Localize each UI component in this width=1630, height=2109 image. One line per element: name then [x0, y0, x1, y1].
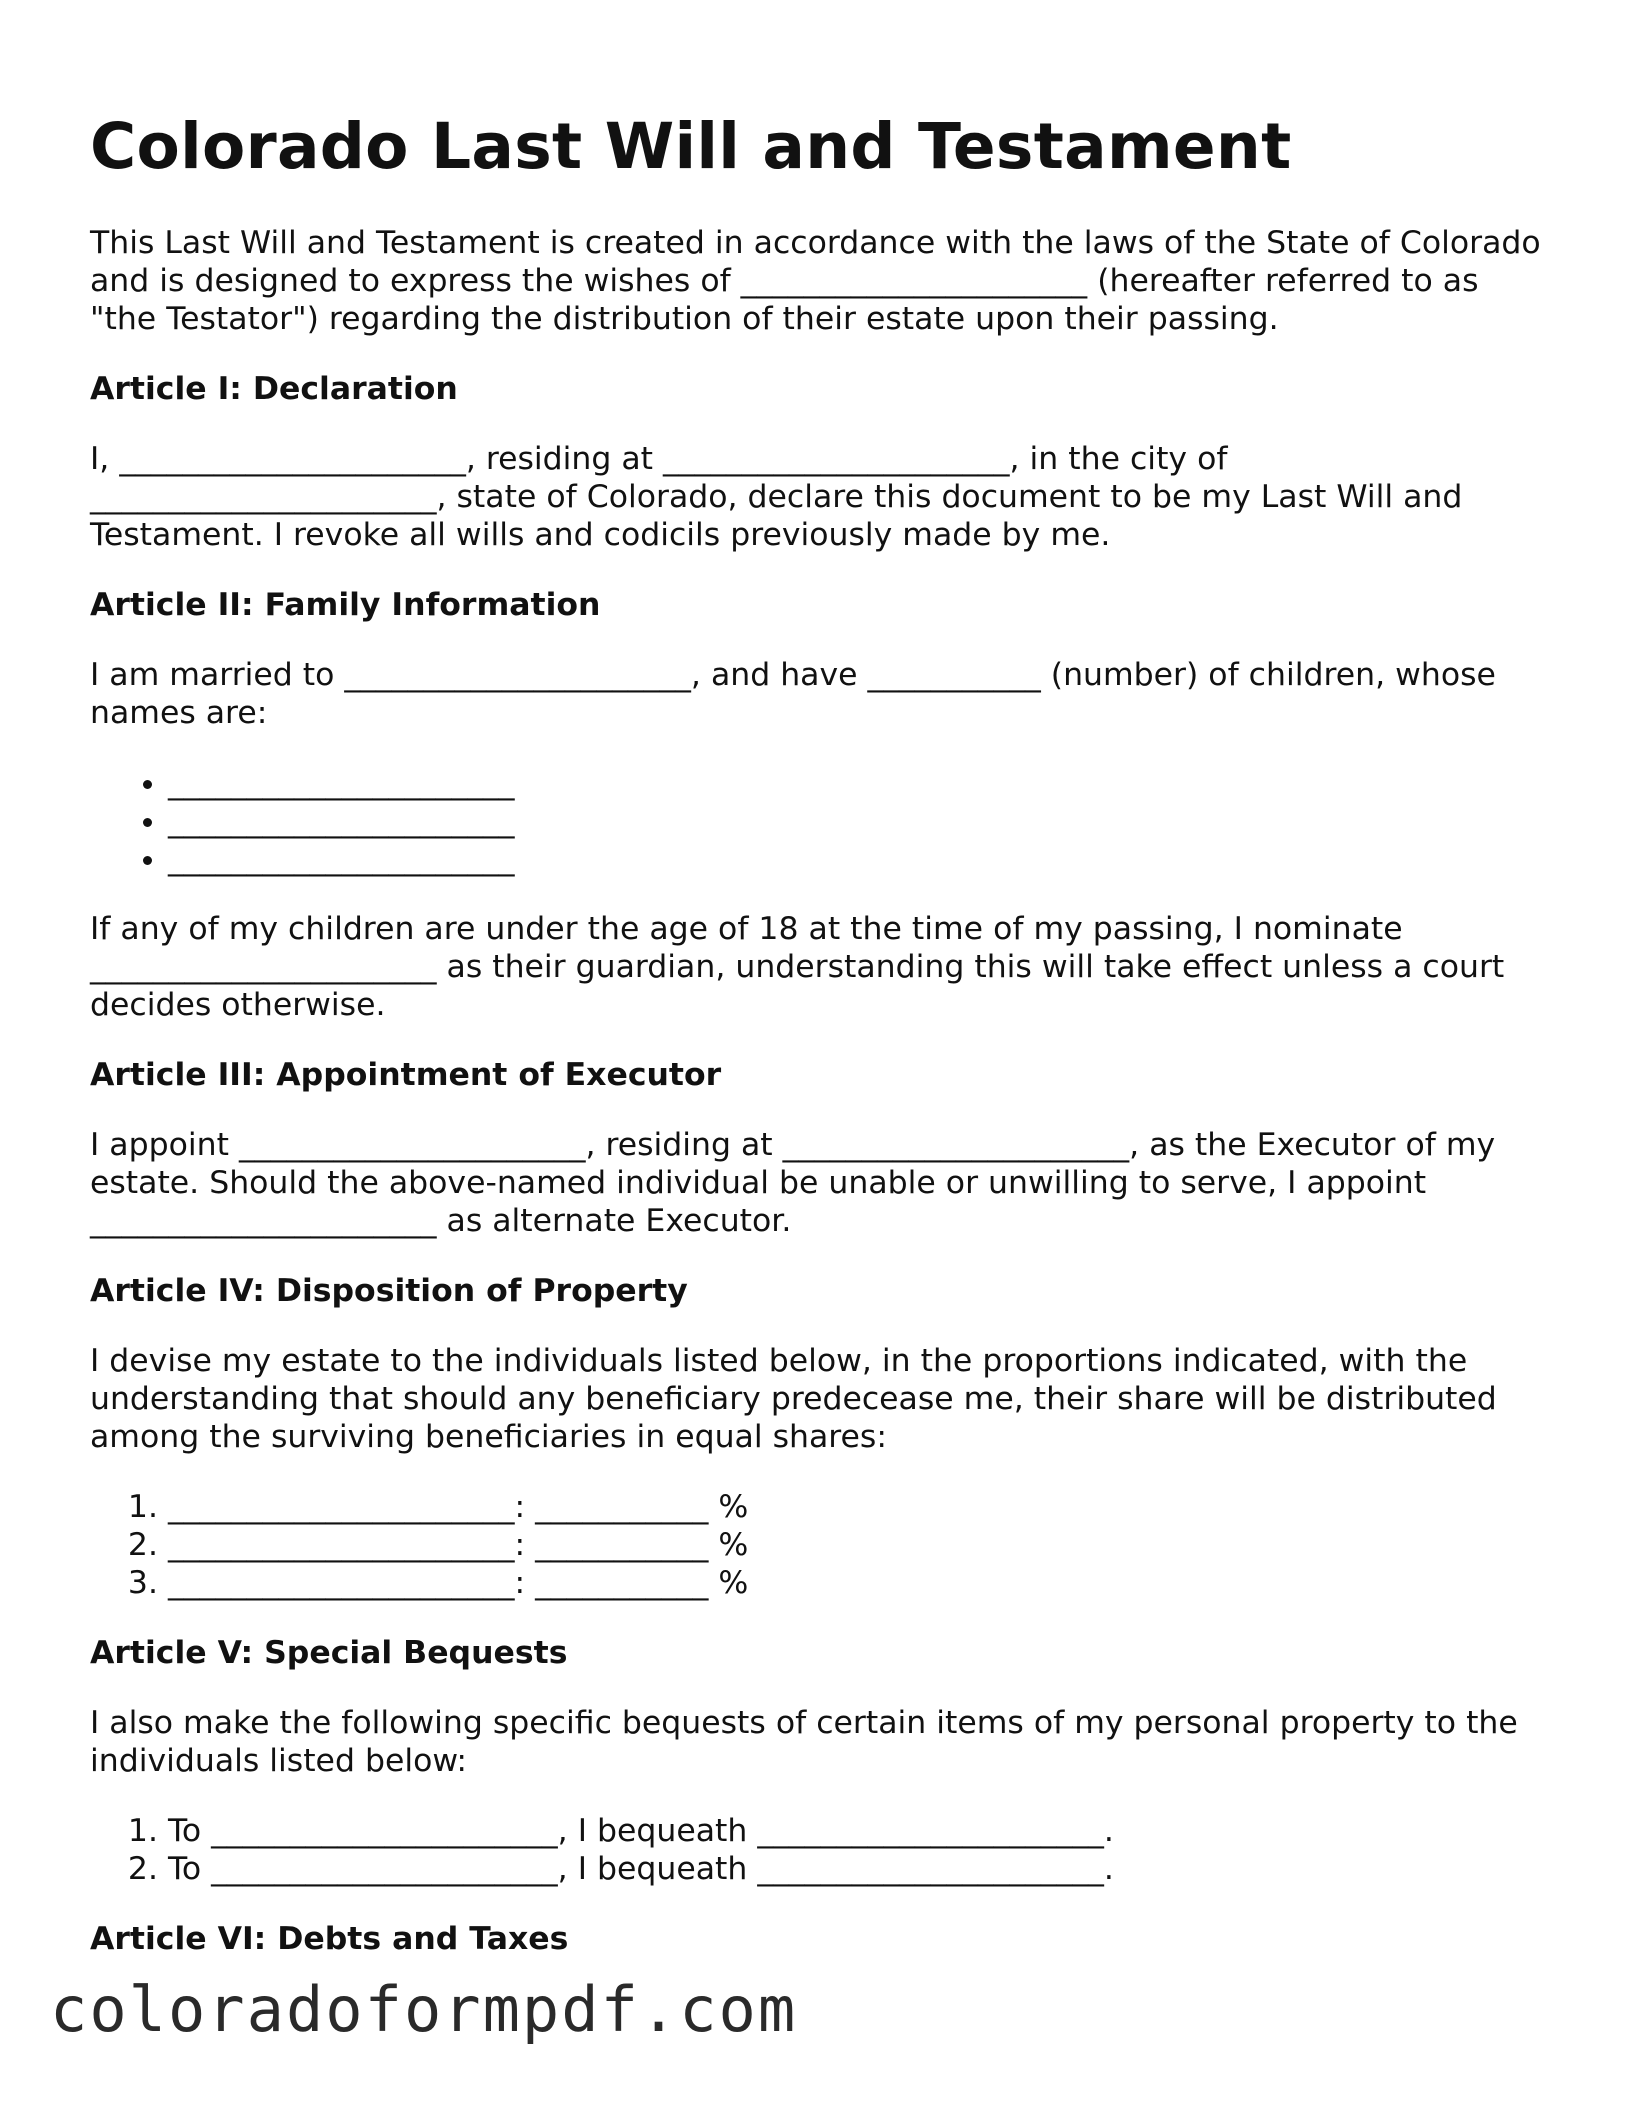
children-list — [90, 764, 1550, 878]
article-3-heading: Article III: Appointment of Executor — [90, 1057, 722, 1093]
article-4-text: I devise my estate to the individuals listed below, in the proportions indicated, with the understanding that should any beneficiary predecease me, their share will be distributed among the surviving beneficiaries in equal shares: — [90, 1343, 1497, 1455]
list-item: 2. To ______________________, I bequeath ______________________. — [168, 1850, 1550, 1888]
list-item: 2. ______________________: ___________ % — [168, 1526, 1550, 1564]
article-5-heading: Article V: Special Bequests — [90, 1635, 568, 1671]
beneficiaries-list — [90, 1488, 1550, 1602]
document-title: Colorado Last Will and Testament — [90, 110, 1292, 183]
list-item: • ______________________ — [168, 840, 1550, 878]
article-2-heading: Article II: Family Information — [90, 587, 601, 623]
bequests-list — [90, 1812, 1550, 1888]
list-item: • ______________________ — [168, 802, 1550, 840]
article-4-heading: Article IV: Disposition of Property — [90, 1273, 688, 1309]
list-item: 3. ______________________: ___________ % — [168, 1564, 1550, 1602]
list-item: 1. ______________________: ___________ % — [168, 1488, 1550, 1526]
list-item: 1. To ______________________, I bequeath ______________________. — [168, 1812, 1550, 1850]
article-2-text: I am married to ______________________, and have ___________ (number) of children, whose names are: — [90, 657, 1496, 731]
article-1-text: I, ______________________, residing at ______________________, in the city of ______________________, state of Colorado, declare this document to be my Last Will and Testament. I revoke all wills and codicils previously made by me. — [90, 441, 1463, 553]
list-item: • ______________________ — [168, 764, 1550, 802]
article-1-heading: Article I: Declaration — [90, 371, 458, 407]
guardian-paragraph: If any of my children are under the age of 18 at the time of my passing, I nominate ______________________ as their guardian, understanding this will take effect unless a court decides otherwise. — [90, 911, 1505, 1023]
intro-paragraph: This Last Will and Testament is created in accordance with the laws of the State of Colorado and is designed to express the wishes of ______________________ (hereafter referred to as "the Testator") regarding the distribution of their estate upon their passing. — [90, 225, 1541, 337]
article-3-text: I appoint ______________________, residing at ______________________, as the Executor of my estate. Should the above-named individual be unable or unwilling to serve, I appoint ______________________ as alternate Executor. — [90, 1127, 1496, 1239]
article-6-heading: Article VI: Debts and Taxes — [90, 1921, 569, 1957]
document-page — [90, 110, 1550, 1990]
article-5-text: I also make the following specific bequests of certain items of my personal property to the individuals listed below: — [90, 1705, 1518, 1779]
watermark-text: coloradoformpdf.com — [50, 1973, 798, 2046]
